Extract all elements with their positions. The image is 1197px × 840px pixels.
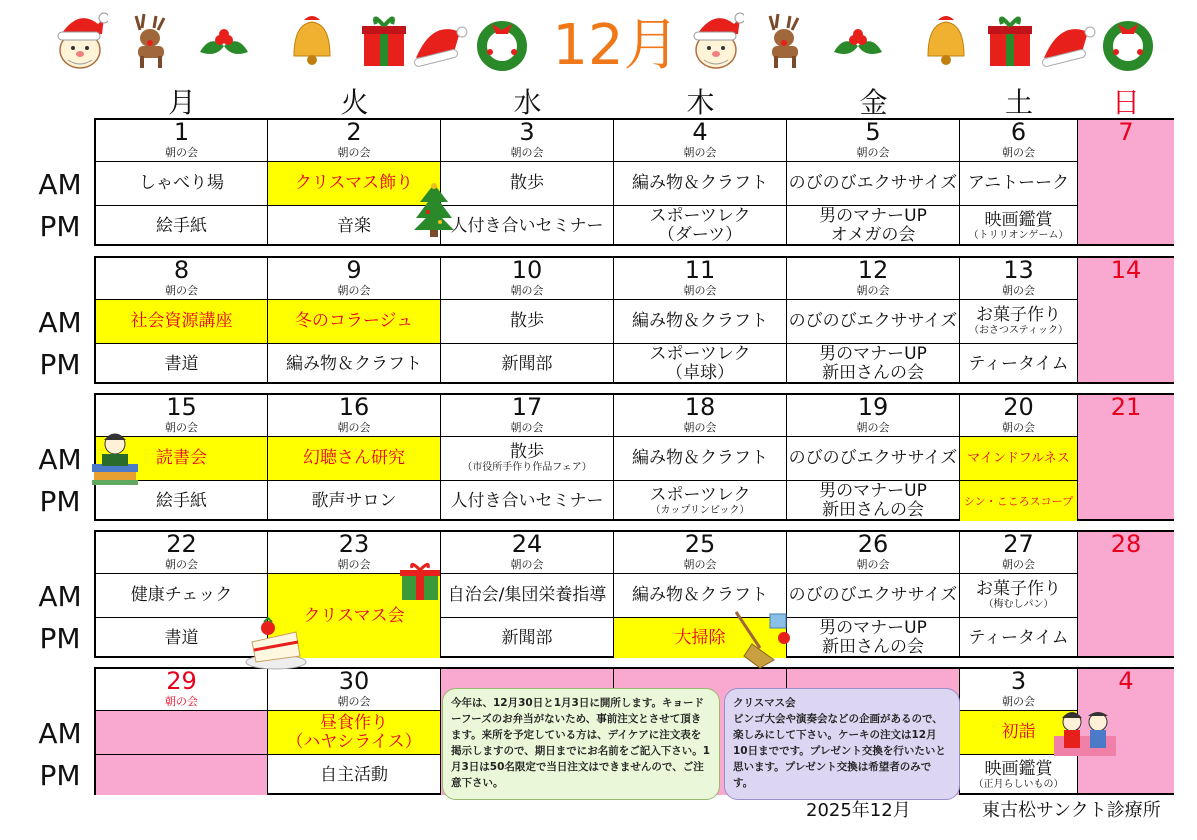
day-number: 14: [1110, 256, 1142, 284]
am-activity[interactable]: [441, 436, 613, 480]
am-activity[interactable]: [96, 161, 267, 205]
day-cell[interactable]: [268, 258, 441, 382]
morning-meeting: 朝の会: [165, 558, 198, 571]
pm-label: PM: [39, 210, 81, 243]
activity-label: 人付き合いセミナー: [450, 490, 604, 511]
christmas-party-notice: [724, 688, 960, 800]
activity-label: 自治会/集団栄養指導: [447, 585, 607, 605]
day-cell[interactable]: [1078, 395, 1174, 519]
dow-sun: 日: [1111, 86, 1140, 119]
activity-note: （トリリオンゲーム）: [968, 229, 1069, 241]
morning-meeting: 朝の会: [337, 558, 371, 571]
day-cell[interactable]: [96, 532, 268, 656]
activity-label: のびのびエクササイズ: [788, 173, 958, 193]
pm-activity[interactable]: [268, 343, 440, 384]
pm-activity[interactable]: [268, 754, 440, 795]
day-number: 23: [338, 530, 370, 558]
activity-label: クリスマス会: [303, 605, 405, 626]
day-number: 5: [865, 118, 881, 146]
am-activity[interactable]: [614, 436, 786, 480]
am-activity[interactable]: [787, 299, 959, 343]
day-number: 19: [857, 393, 889, 421]
morning-meeting: 朝の会: [510, 421, 544, 434]
day-cell[interactable]: [1078, 532, 1174, 656]
morning-meeting: 朝の会: [337, 421, 371, 434]
pm-activity[interactable]: [960, 754, 1077, 795]
activity-label: 男のマナーUP: [819, 206, 927, 226]
day-number: 17: [511, 393, 543, 421]
wreath-icon: [470, 12, 534, 72]
pm-activity[interactable]: [96, 617, 267, 658]
day-cell[interactable]: [960, 532, 1078, 656]
day-cell[interactable]: [614, 258, 787, 382]
morning-meeting: 朝の会: [165, 146, 198, 159]
day-cell[interactable]: [960, 120, 1078, 244]
activity-label: 読書会: [156, 448, 207, 468]
morning-meeting: 朝の会: [1002, 284, 1035, 297]
am-activity[interactable]: [268, 710, 440, 754]
activity-label: のびのびエクササイズ: [788, 311, 958, 331]
activity-label: 男のマナーUP: [819, 481, 927, 501]
activity-label: マインドフルネス: [967, 451, 1070, 466]
day-cell[interactable]: [787, 395, 960, 519]
week-row: [94, 256, 1174, 384]
pm-activity[interactable]: [960, 343, 1077, 384]
activity-label: 男のマナーUP: [819, 618, 927, 638]
new-year-dolls-icon: [1052, 706, 1118, 758]
activity-label: のびのびエクササイズ: [788, 585, 958, 605]
activity-label: スポーツレク: [649, 484, 751, 505]
day-number: 30: [338, 667, 370, 695]
day-cell[interactable]: [441, 532, 614, 656]
week-row: [94, 393, 1174, 521]
pm-activity[interactable]: [441, 480, 613, 521]
day-cell[interactable]: [787, 532, 960, 656]
activity-label: 編み物＆クラフト: [286, 353, 422, 374]
reindeer-icon: [122, 12, 178, 72]
dow-sat: 土: [1004, 86, 1033, 119]
activity-label: 健康チェック: [130, 585, 233, 605]
activity-label: 映画鑑賞: [984, 758, 1053, 779]
dow-mon: 月: [167, 86, 196, 119]
day-number: 7: [1118, 118, 1134, 146]
morning-meeting: 朝の会: [683, 284, 717, 297]
morning-meeting: 朝の会: [510, 146, 544, 159]
pm-label: PM: [39, 622, 81, 655]
day-number: 28: [1110, 530, 1142, 558]
activity-label: 音楽: [337, 215, 371, 236]
footer-date: 2025年12月: [806, 800, 911, 821]
day-number: 4: [1118, 667, 1134, 695]
pm-label: PM: [39, 348, 81, 381]
morning-meeting: 朝の会: [856, 284, 890, 297]
footer-clinic: 東古松サンクト診療所: [982, 800, 1161, 821]
morning-meeting: 朝の会: [683, 146, 717, 159]
day-number: 11: [684, 256, 716, 284]
activity-label: しゃべり場: [139, 173, 224, 193]
activity-label: ティータイム: [968, 353, 1069, 374]
pm-activity[interactable]: [614, 343, 786, 384]
activity-label: 書道: [164, 627, 199, 648]
week-row: [94, 118, 1174, 246]
am-activity[interactable]: [614, 299, 786, 343]
activity-label: スポーツレク: [649, 206, 751, 226]
activity-label: のびのびエクササイズ: [788, 448, 958, 468]
day-number: 25: [684, 530, 716, 558]
activity-label: 自主活動: [320, 764, 388, 785]
activity-label: 絵手紙: [156, 215, 207, 236]
activity-note: （市役所手作り作品フェア）: [462, 462, 592, 473]
am-activity[interactable]: [96, 573, 267, 617]
activity-label: 歌声サロン: [311, 490, 397, 511]
morning-meeting: 朝の会: [165, 421, 198, 434]
santa-hat-icon: [1040, 12, 1096, 72]
holly-icon: [830, 12, 886, 72]
am-label: AM: [38, 443, 82, 476]
am-label: AM: [38, 306, 82, 339]
day-cell[interactable]: [96, 669, 268, 793]
day-cell[interactable]: [268, 669, 441, 793]
holly-icon: [196, 12, 252, 72]
morning-meeting: 朝の会: [856, 421, 890, 434]
am-activity[interactable]: [787, 436, 959, 480]
pm-activity[interactable]: [614, 480, 786, 521]
activity-sub-label: 新田さんの会: [822, 500, 924, 520]
pm-activity[interactable]: [787, 617, 959, 658]
morning-meeting: 朝の会: [856, 558, 890, 571]
activity-note: （正月らしいもの）: [973, 778, 1064, 790]
day-number: 27: [1003, 530, 1034, 558]
activity-label: スポーツレク: [649, 344, 751, 364]
morning-meeting: 朝の会: [683, 421, 717, 434]
morning-meeting: 朝の会: [1002, 695, 1035, 708]
activity-label: シン・こころスコープ: [963, 494, 1074, 508]
reindeer-icon: [756, 12, 812, 72]
page-title: 12月: [552, 13, 680, 78]
am-label: AM: [38, 580, 82, 613]
activity-sub-label: （卓球）: [666, 363, 734, 383]
activity-label: 昼食作り: [320, 712, 388, 733]
bell-icon: [282, 12, 338, 72]
activity-label: アニトーーク: [967, 173, 1070, 193]
pm-activity[interactable]: [268, 480, 440, 521]
am-activity[interactable]: [960, 573, 1077, 617]
day-cell[interactable]: [614, 120, 787, 244]
activity-label: クリスマス飾り: [294, 173, 414, 193]
morning-meeting: 朝の会: [337, 695, 371, 708]
activity-sub-label: 新田さんの会: [822, 637, 924, 657]
santa-face-icon: [688, 12, 744, 72]
am-slot: [96, 710, 267, 754]
day-number: 3: [1010, 667, 1027, 695]
pm-activity[interactable]: [96, 480, 267, 521]
day-number: 1: [173, 118, 190, 146]
activity-label: 社会資源講座: [130, 311, 233, 331]
christmas-party-notice-body: ビンゴ大会や演奏会などの企画があるので、楽しみにして下さい。ケーキの注文は12月10日までです。プレゼント交換を行いたいと思います。プレゼント交換は希望者のみです。: [733, 713, 946, 789]
dow-tue: 火: [340, 86, 369, 119]
am-activity[interactable]: [268, 299, 440, 343]
am-activity[interactable]: [268, 436, 440, 480]
activity-label: 編み物＆クラフト: [632, 311, 768, 331]
bell-icon: [916, 12, 972, 72]
activity-label: 大掃除: [674, 627, 726, 648]
activity-label: 新聞部: [501, 627, 553, 648]
day-number: 15: [166, 393, 197, 421]
day-number: 26: [857, 530, 889, 558]
day-number: 16: [338, 393, 370, 421]
day-cell[interactable]: [614, 395, 787, 519]
pm-activity[interactable]: [441, 343, 613, 384]
activity-label: 映画鑑賞: [984, 209, 1053, 230]
day-cell[interactable]: [960, 395, 1078, 519]
activity-label: 編み物＆クラフト: [632, 448, 768, 468]
activity-label: 書道: [164, 353, 199, 374]
day-cell[interactable]: [441, 120, 614, 244]
am-activity[interactable]: [960, 161, 1077, 205]
pm-activity[interactable]: [96, 343, 267, 384]
activity-note: （おさつスティック）: [969, 325, 1068, 336]
morning-meeting: 朝の会: [683, 558, 717, 571]
morning-meeting: 朝の会: [856, 146, 890, 159]
pm-label: PM: [39, 759, 81, 792]
activity-label: 編み物＆クラフト: [632, 585, 768, 605]
morning-meeting: 朝の会: [510, 558, 544, 571]
am-activity[interactable]: [960, 436, 1077, 480]
day-number: 18: [684, 393, 716, 421]
pm-activity[interactable]: [787, 480, 959, 521]
day-cell[interactable]: [96, 120, 268, 244]
activity-sub-label: オメガの会: [830, 225, 916, 245]
activity-sub-label: （ハヤシライス）: [286, 731, 422, 752]
morning-meeting: 朝の会: [337, 146, 371, 159]
activity-label: 散歩: [510, 173, 544, 193]
day-number: 12: [857, 256, 889, 284]
activity-label: 幻聴さん研究: [303, 448, 405, 468]
day-number: 29: [166, 667, 197, 695]
activity-note: （カップリンピック）: [650, 504, 750, 516]
pm-activity[interactable]: [787, 205, 959, 246]
lunch-notice: 今年は、12月30日と1月3日に開所します。キョードーフーズのお弁当がないため、事前注文とさせて頂きます。来所を予定している方は、デイケアに注文表を掲示しますので、期日までにお名前をご記入下さい。1月3日は50名限定で当日注文はできませんので、ご注意下さい。: [442, 688, 720, 800]
pm-activity[interactable]: [96, 205, 267, 246]
morning-meeting: 朝の会: [1002, 146, 1035, 159]
day-cell[interactable]: [268, 395, 441, 519]
activity-label: 初詣: [1001, 722, 1036, 742]
day-cell[interactable]: [96, 258, 268, 382]
day-number: 4: [692, 118, 708, 146]
activity-label: 散歩: [510, 311, 544, 331]
activity-label: 新聞部: [501, 353, 553, 374]
activity-note: （梅むしパン）: [983, 599, 1054, 610]
dow-wed: 水: [513, 86, 542, 119]
morning-meeting: 朝の会: [1002, 558, 1035, 571]
day-number: 8: [173, 256, 190, 284]
am-activity[interactable]: [960, 299, 1077, 343]
pm-activity[interactable]: [960, 205, 1077, 246]
activity-label: お菓子作り: [976, 305, 1061, 325]
am-label: AM: [38, 168, 82, 201]
day-number: 21: [1110, 393, 1142, 421]
day-number: 24: [511, 530, 543, 558]
day-cell[interactable]: [441, 258, 614, 382]
wreath-icon: [1096, 12, 1160, 72]
am-activity[interactable]: [787, 161, 959, 205]
pm-activity[interactable]: [960, 480, 1077, 521]
pm-activity[interactable]: [441, 617, 613, 658]
day-number: 20: [1003, 393, 1034, 421]
activity-label: 冬のコラージュ: [294, 311, 414, 331]
pm-activity[interactable]: [614, 205, 786, 246]
activity-label: ティータイム: [968, 627, 1069, 648]
am-activity[interactable]: [787, 573, 959, 617]
gift-box-icon: [356, 12, 412, 72]
activity-label: 編み物＆クラフト: [632, 173, 768, 193]
day-cell[interactable]: [787, 258, 960, 382]
dow-thu: 木: [686, 86, 715, 119]
am-activity[interactable]: [614, 161, 786, 205]
christmas-tree-icon: [412, 182, 456, 238]
pm-activity[interactable]: [787, 343, 959, 384]
dow-fri: 金: [859, 86, 888, 119]
gift-box-icon: [982, 12, 1038, 72]
pm-activity[interactable]: [441, 205, 613, 246]
day-number: 22: [166, 530, 197, 558]
activity-label: 絵手紙: [156, 490, 207, 511]
pm-slot: [96, 754, 267, 795]
pm-label: PM: [39, 485, 81, 518]
day-number: 10: [511, 256, 543, 284]
activity-label: 人付き合いセミナー: [450, 215, 604, 236]
morning-meeting: 朝の会: [1002, 421, 1035, 434]
am-activity[interactable]: [441, 573, 613, 617]
am-label: AM: [38, 717, 82, 750]
reading-child-icon: [90, 430, 140, 486]
day-cell[interactable]: [1078, 120, 1174, 244]
day-cell[interactable]: [1078, 258, 1174, 382]
christmas-party-notice-title: クリスマス会: [733, 697, 796, 709]
morning-meeting: 朝の会: [510, 284, 544, 297]
am-activity[interactable]: [441, 161, 613, 205]
day-number: 6: [1010, 118, 1027, 146]
santa-face-icon: [52, 12, 108, 72]
activity-label: お菓子作り: [976, 579, 1061, 599]
broom-cleaning-icon: [730, 604, 794, 670]
activity-sub-label: 新田さんの会: [822, 363, 924, 383]
cake-icon: [244, 614, 308, 670]
pm-activity[interactable]: [960, 617, 1077, 658]
morning-meeting: 朝の会: [165, 695, 198, 708]
day-cell[interactable]: [960, 258, 1078, 382]
am-activity[interactable]: [96, 299, 267, 343]
morning-meeting: 朝の会: [337, 284, 371, 297]
am-activity[interactable]: [441, 299, 613, 343]
present-icon: [398, 562, 442, 602]
day-number: 2: [346, 118, 362, 146]
day-number: 9: [346, 256, 362, 284]
activity-label: 散歩: [510, 442, 544, 462]
activity-sub-label: （ダーツ）: [657, 225, 743, 245]
day-number: 13: [1003, 256, 1034, 284]
day-cell[interactable]: [787, 120, 960, 244]
santa-hat-icon: [412, 12, 468, 72]
morning-meeting: 朝の会: [165, 284, 198, 297]
activity-label: 男のマナーUP: [819, 344, 927, 364]
day-number: 3: [519, 118, 535, 146]
day-cell[interactable]: [441, 395, 614, 519]
